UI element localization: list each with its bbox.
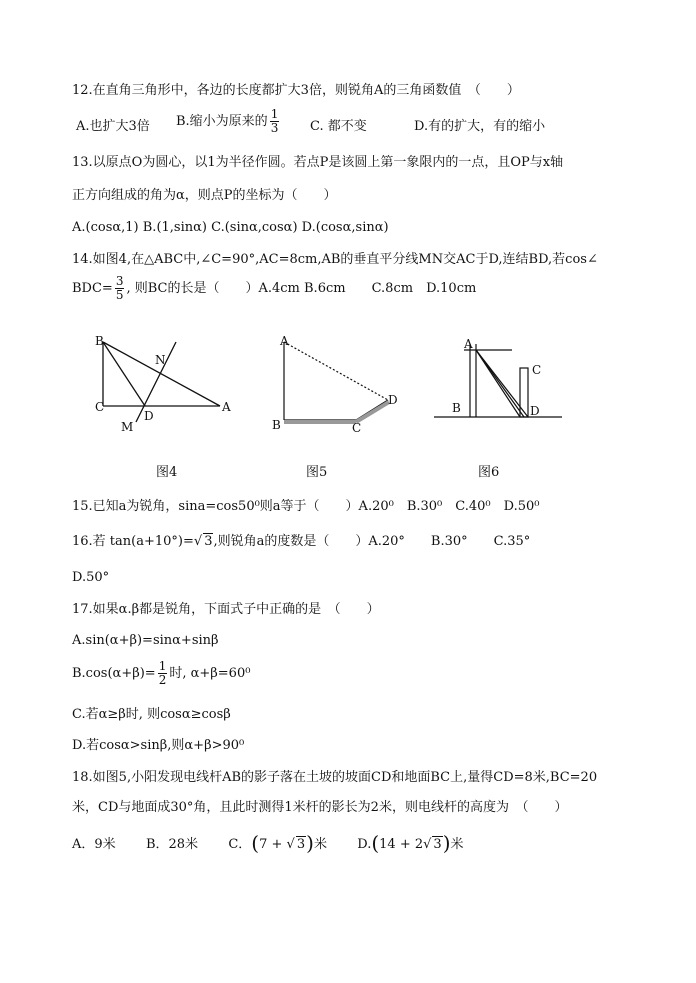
q18-line1: 18.如图5,小阳发现电线杆AB的影子落在土坡的坡面CD和地面BC上,量得CD=8米,BC=20: [72, 770, 598, 785]
q12-fraction: $\frac{1}{3}$: [270, 107, 279, 135]
q18-option-b: B．28米: [145, 837, 199, 852]
figure-6: [428, 334, 568, 434]
fig4-ab: [103, 342, 220, 406]
fig5-shadow-ray: [284, 342, 388, 400]
q12-option-c: C. 都不变: [310, 119, 367, 134]
q18-option-c: C．(7 + √ 3)米: [228, 831, 327, 855]
q18-option-a: A．9米: [72, 837, 116, 852]
fig4-label-d: D: [144, 409, 154, 423]
q12-option-d: D.有的扩大，有的缩小: [414, 119, 546, 134]
q17-fraction: $\frac{1}{2}$: [158, 659, 167, 687]
q18-options: [72, 833, 464, 855]
q17-option-c: C.若α≥β时, 则cosα≥cosβ: [72, 707, 231, 722]
q12-option-b: [176, 108, 281, 135]
q15-line: 15.已知a为锐角，sina=cos50⁰则a等于（ ）A.20⁰ B.30⁰ C.40⁰ D.50⁰: [72, 499, 540, 514]
fig5-label-c: C: [352, 421, 362, 435]
fig5-shadow-cd: [356, 402, 389, 422]
q14-line1: 14.如图4,在△ABC中,∠C=90°,AC=8cm,AB的垂直平分线MN交AC于D,连结BD,若cos∠: [72, 252, 598, 267]
fig5-label-a: A: [280, 334, 289, 348]
fig6-post: [520, 368, 528, 417]
fig5-label-b: B: [272, 418, 281, 432]
q12-stem: 12.在直角三角形中，各边的长度都扩大3倍，则锐角A的三角函数值 （ ）: [72, 83, 520, 98]
figure-4: [88, 334, 248, 434]
figure-5: [270, 334, 410, 434]
q16-line1: 16.若 tan(a+10°)=√ 3,则锐角a的度数是（ ）A.20° B.30° C.35°: [72, 534, 531, 549]
fig6-label-c: C: [532, 363, 542, 377]
fig6-label-a: A: [464, 337, 473, 351]
fig4-caption: 图4: [156, 465, 178, 480]
fig4-bd: [103, 342, 145, 406]
q12-option-a: A.也扩大3倍: [76, 119, 150, 134]
fig6-label-d: D: [530, 404, 540, 418]
q17-option-a: A.sin(α+β)=sinα+sinβ: [72, 633, 219, 648]
fig5-label-d: D: [388, 393, 398, 407]
fig6-label-b: B: [452, 401, 461, 415]
q17-option-d: D.若cosα>sinβ,则α+β>90⁰: [72, 738, 245, 753]
q13-line1: 13.以原点O为圆心，以1为半径作圆。若点P是该圆上第一象限内的一点，且OP与x轴: [72, 155, 564, 170]
q14-fraction: $\frac{3}{5}$: [115, 274, 124, 302]
q17-option-b: B.cos(α+β)= $\frac{1}{2}$ 时, α+β=60⁰: [72, 659, 251, 687]
q12-option-b-text: B.缩小为原来的: [176, 114, 268, 129]
q13-options: A.(cosα,1) B.(1,sinα) C.(sinα,cosα) D.(cosα,sinα): [72, 220, 389, 235]
q16-radicand: 3: [204, 534, 213, 549]
q16-line2: D.50°: [72, 570, 110, 585]
q18-option-d: D.(14 + 2√ 3)米: [357, 831, 464, 855]
fig4-label-a: A: [222, 400, 231, 414]
q17-stem: 17.如果α.β都是锐角，下面式子中正确的是 （ ）: [72, 602, 380, 617]
q18-line2: 米，CD与地面成30°角，且此时测得1米杆的影长为2米，则电线杆的高度为 （ ）: [72, 800, 568, 815]
q14-line2: BDC= $\frac{3}{5}$ , 则BC的长是（ ）A.4cm B.6cm C.8cm D.10cm: [72, 274, 477, 302]
q13-line2: 正方向组成的角为α，则点P的坐标为（ ）: [72, 188, 337, 203]
fig6-caption: 图6: [478, 465, 500, 480]
fig5-caption: 图5: [306, 465, 328, 480]
fig4-label-b: B: [95, 334, 104, 348]
fig4-label-m: M: [121, 420, 134, 434]
fig4-label-n: N: [155, 353, 166, 367]
fig4-label-c: C: [95, 400, 105, 414]
